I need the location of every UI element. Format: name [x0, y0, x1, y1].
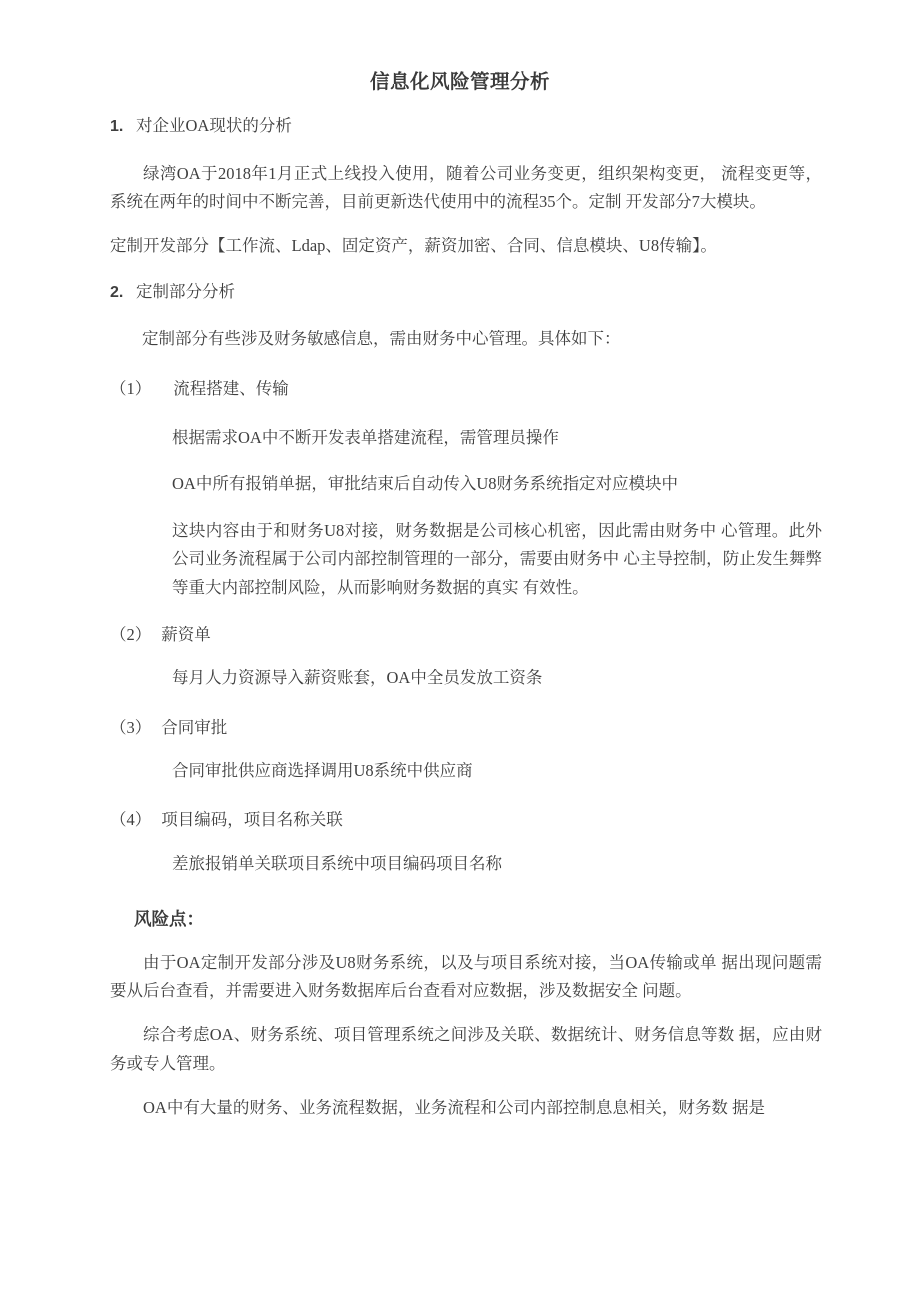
item-3-heading: [110, 715, 790, 741]
item-4-label: （4）: [110, 810, 152, 830]
spacer: [110, 1078, 822, 1094]
spacer: [110, 741, 822, 757]
item-1-heading: [110, 376, 790, 402]
risk-points-heading: 风险点：: [134, 909, 204, 930]
section-1-number: 1.: [110, 118, 124, 135]
risk-paragraph-3: OA中有大量的财务、业务流程数据，业务流程和公司内部控制息息相关，财务数 据是: [143, 1098, 765, 1117]
section-1-heading: [110, 113, 822, 140]
item-4-heading: [110, 807, 790, 833]
item-4-title: 项目编码，项目名称关联: [161, 810, 343, 830]
spacer: [110, 602, 822, 622]
spacer: [110, 261, 822, 279]
risk-paragraph-2: 综合考虑OA、财务系统、项目管理系统之间涉及关联、数据统计、财务信息等数 据，应由财务或专人管理。: [110, 1025, 822, 1073]
spacer: [110, 693, 822, 715]
section-2-title: 定制部分分析: [136, 281, 235, 301]
spacer: [110, 878, 822, 906]
item-1-title: 流程搭建、传输: [173, 378, 289, 398]
spacer: [110, 933, 822, 949]
item-3-body-1: 合同审批供应商选择调用U8系统中供应商: [172, 761, 473, 781]
spacer: [110, 499, 822, 517]
item-3-label: （3）: [110, 717, 152, 737]
spacer: [110, 1005, 822, 1021]
item-2-body-1: 每月人力资源导入薪资账套，OA中全员发放工资条: [172, 668, 543, 688]
spacer: [110, 648, 822, 664]
section-1-paragraph-1: 绿湾OA于2018年1月正式上线投入使用，随着公司业务变更，组织架构变更， 流程变更等，系统在两年的时间中不断完善，目前更新迭代使用中的流程35个。定制 开发部分7大模块。: [110, 163, 822, 211]
risk-paragraph-1: 由于OA定制开发部分涉及U8财务系统，以及与项目系统对接，当OA传输或单 据出现问题需要从后台查看，并需要进入财务数据库后台查看对应数据，涉及数据安全 问题。: [110, 952, 822, 1000]
item-1-body-2: OA中所有报销单据，审批结束后自动传入U8财务系统指定对应模块中: [172, 474, 678, 494]
item-4-body-1: 差旅报销单关联项目系统中项目编码项目名称: [172, 853, 502, 873]
spacer: [110, 834, 822, 850]
spacer: [110, 452, 822, 470]
spacer: [110, 216, 822, 232]
section-2-paragraph-1: 定制部分有些涉及财务敏感信息，需由财务中心管理。具体如下：: [142, 329, 621, 349]
spacer: [110, 785, 822, 807]
spacer: [110, 305, 822, 325]
item-1-label: （1）: [110, 378, 152, 398]
spacer: [110, 354, 822, 376]
item-1-body-3: 这块内容由于和财务U8对接，财务数据是公司核心机密，因此需由财务中 心管理。此外公司业务流程属于公司内部控制管理的一部分，需要由财务中 心主导控制，防止发生舞弊等重大内部控制风险，从而影响财务数据的真实 有效性。: [172, 520, 822, 597]
page-title: 信息化风险管理分析: [369, 71, 550, 93]
item-1-body-1: 根据需求OA中不断开发表单搭建流程，需管理员操作: [172, 428, 559, 448]
section-2-heading: [110, 279, 822, 306]
spacer: [110, 402, 822, 424]
spacer: [110, 140, 822, 160]
section-2-number: 2.: [110, 283, 124, 301]
item-2-heading: [110, 622, 790, 648]
section-1-paragraph-2: 定制开发部分【工作流、Ldap、固定资产，薪资加密、合同、信息模块、U8传输】。: [110, 236, 717, 256]
section-1-title: 对企业OA现状的分析: [136, 116, 292, 135]
document-body: [110, 113, 822, 1122]
item-3-title: 合同审批: [161, 717, 228, 737]
item-2-label: （2）: [110, 624, 152, 644]
item-2-title: 薪资单: [161, 624, 211, 644]
